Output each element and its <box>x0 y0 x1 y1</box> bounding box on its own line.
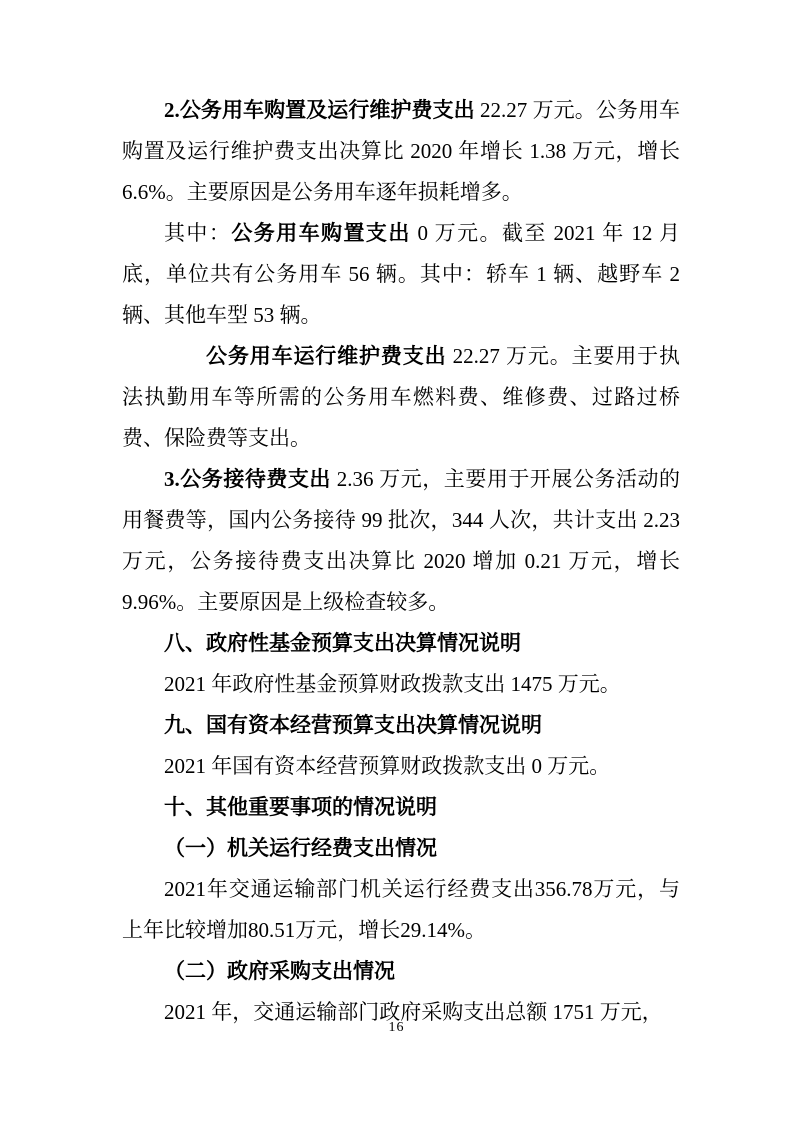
document-content <box>122 90 680 1033</box>
vehicle-purchase-prefix: 其中： <box>164 221 232 245</box>
paragraph-agency-cost: 2021年交通运输部门机关运行经费支出356.78万元，与上年比较增加80.51万元，增长29.14%。 <box>122 877 680 942</box>
page-number: 16 <box>388 1020 405 1035</box>
reception-text: 2.36 万元，主要用于开展公务活动的用餐费等，国内公务接待 99 批次，344 人次，共计支出 2.23 万元，公务接待费支出决算比 2020 增加 0.21 万元，增长 9.96%。主要原因是上级检查较多。 <box>122 467 681 614</box>
paragraph-vehicle-purchase <box>122 213 680 336</box>
vehicle-maintenance-lead-bold: 公务用车运行维护费支出 <box>206 344 447 368</box>
vehicle-maintenance-text: 22.27 万元。主要用于执法执勤用车等所需的公务用车燃料费、维修费、过路过桥费、保险费等支出。 <box>122 344 681 450</box>
heading-gov-fund: 八、政府性基金预算支出决算情况说明 <box>164 632 521 655</box>
heading-procurement: （二）政府采购支出情况 <box>164 959 395 983</box>
reception-lead-bold: 3.公务接待费支出 <box>164 467 331 491</box>
vehicle-purchase-lead-bold: 公务用车购置支出 <box>231 221 411 245</box>
heading-agency-cost: （一）机关运行经费支出情况 <box>164 836 437 860</box>
heading-other-items: 十、其他重要事项的情况说明 <box>164 796 437 819</box>
vehicle-total-lead-bold: 2.公务用车购置及运行维护费支出 <box>164 98 475 122</box>
paragraph-vehicle-maintenance <box>122 336 680 459</box>
paragraph-vehicle-total <box>122 90 680 213</box>
heading-state-capital: 九、国有资本经营预算支出决算情况说明 <box>164 714 542 737</box>
vehicle-purchase-text: 0 万元。截至 2021 年 12 月底，单位共有公务用车 56 辆。其中：轿车 1 辆、越野车 2 辆、其他车型 53 辆。 <box>122 221 681 327</box>
vehicle-total-text: 22.27 万元。公务用车购置及运行维护费支出决算比 2020 年增长 1.38 万元，增长 6.6%。主要原因是公务用车逐年损耗增多。 <box>122 98 681 204</box>
paragraph-gov-fund: 2021 年政府性基金预算财政拨款支出 1475 万元。 <box>164 672 621 696</box>
paragraph-reception <box>122 459 680 623</box>
paragraph-procurement: 2021 年，交通运输部门政府采购支出总额 1751 万元， <box>164 1000 663 1024</box>
paragraph-state-capital: 2021 年国有资本经营预算财政拨款支出 0 万元。 <box>164 754 611 778</box>
